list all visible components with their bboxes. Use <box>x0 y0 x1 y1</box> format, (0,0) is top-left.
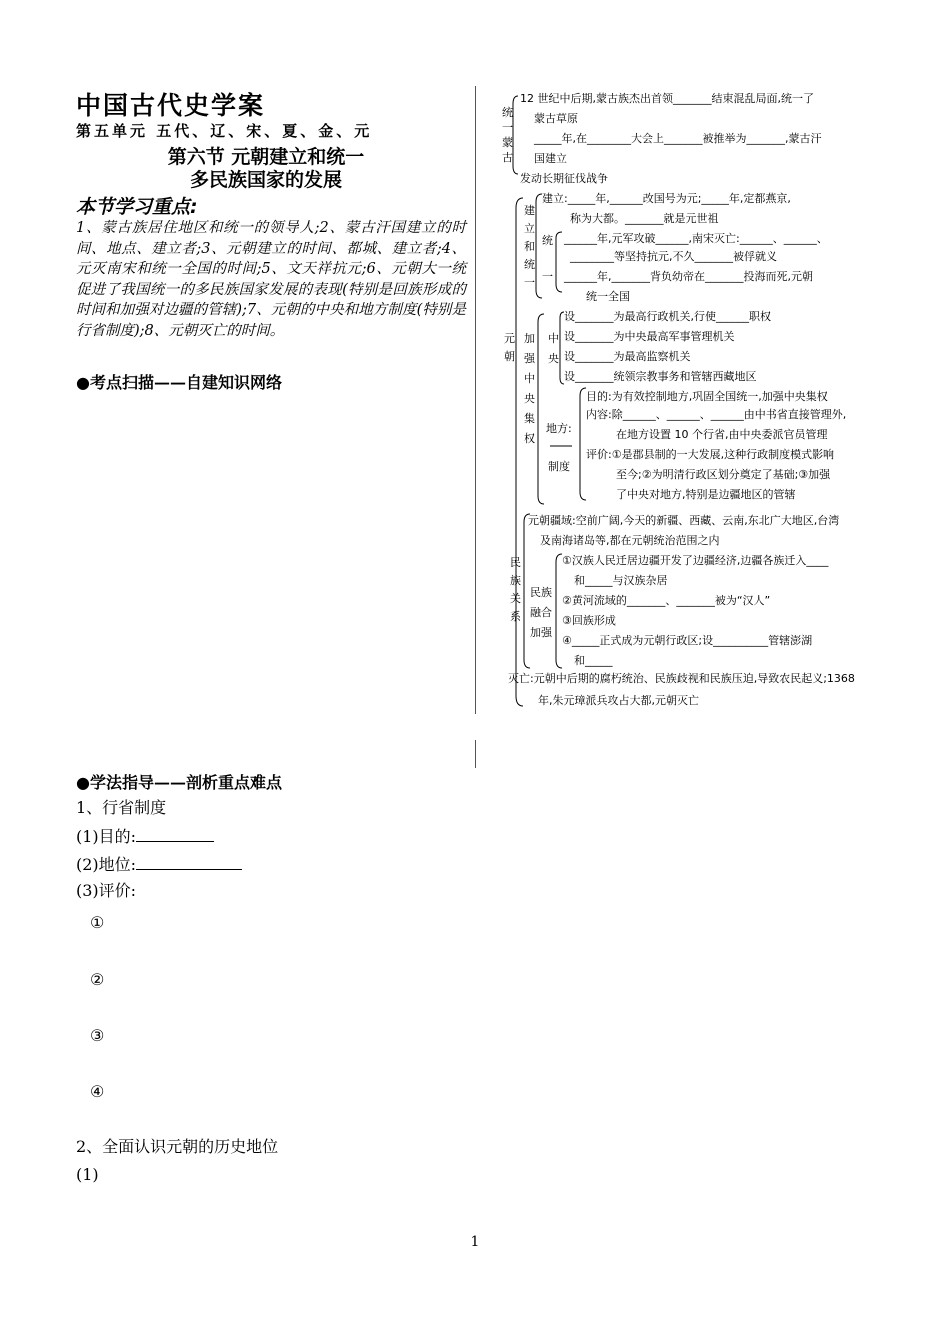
svg-text:央: 央 <box>524 392 535 405</box>
scan-heading: ●考点扫描——自建知识网络 <box>76 373 282 392</box>
diagram-brace-local <box>580 388 586 500</box>
svg-text:一: 一 <box>502 121 513 134</box>
column-divider <box>475 86 476 714</box>
svg-text:权: 权 <box>524 432 535 445</box>
establish-line: 称为大都。_______就是元世祖 <box>570 212 719 225</box>
establish-line: ______年,_______背负幼帝在_______投海而死,元朝 <box>564 270 813 283</box>
svg-text:统: 统 <box>524 258 535 271</box>
fusion-line: ②黄河流域的_______、_______被为“汉人” <box>562 594 771 607</box>
central-sub-local2: 制度 <box>548 460 570 473</box>
establish-sub-label-1: 统 <box>542 234 553 247</box>
svg-text:统: 统 <box>502 106 513 119</box>
establish-line: ________等坚持抗元,不久_______被俘就义 <box>570 250 777 263</box>
svg-text:族: 族 <box>510 574 521 587</box>
eval-mark: ① <box>90 913 105 932</box>
ethnic-line: 及南海诸岛等,都在元朝统治范围之内 <box>540 534 720 547</box>
method-item1-c: (3)评价: <box>76 881 137 900</box>
page-number: 1 <box>470 1234 480 1250</box>
focus-body: 1、蒙古族居住地区和统一的领导人;2、蒙古汗国建立的时间、地点、建立者;3、元朝建立的时间、都城、建立者;4、元灭南宋和统一全国的时间;5、文天祥抗元;6、元朝大一统促进了我国统一的多民族国家发展的表现(特别是回族形成的时间和加强对边疆的管辖);7、元朝的中央和地方制度(特别是行省制度);8、元朝灭亡的时间。 <box>76 220 466 339</box>
svg-text:关: 关 <box>510 592 521 605</box>
fusion-line: ③回族形成 <box>562 614 616 627</box>
svg-text:一: 一 <box>524 276 535 289</box>
diagram-main-label-2: 朝 <box>504 350 515 363</box>
method-item1-a-label: (1)目的: <box>76 827 137 846</box>
establish-line: 统一全国 <box>586 290 630 303</box>
central-line: 设_______为中央最高军事管理机关 <box>564 330 735 343</box>
local-line: 评价:①是郡县制的一大发展,这种行政制度模式影响 <box>586 448 835 461</box>
method-item2-a: (1) <box>76 1165 99 1184</box>
unify-line: 国建立 <box>534 152 567 165</box>
diagram-main-label-1: 元 <box>504 332 515 345</box>
method-item1: 1、行省制度 <box>76 798 167 817</box>
main-title: 中国古代史学案 <box>76 91 266 120</box>
central-line: 设_______统领宗教事务和管辖西藏地区 <box>564 370 757 383</box>
unify-line: _____年,在________大会上_______被推举为_______,蒙古汗 <box>534 132 822 145</box>
diagram-brace-central <box>538 314 544 504</box>
svg-text:蒙: 蒙 <box>502 136 513 149</box>
central-sub-center-1: 中 <box>548 332 559 345</box>
eval-mark: ③ <box>90 1026 105 1045</box>
fusion-line: 和_____ <box>574 654 613 667</box>
method-item1-b <box>76 853 242 876</box>
unify-line: 蒙古草原 <box>534 112 578 125</box>
unit-title: 第五单元 五代、辽、宋、夏、金、元 <box>76 122 373 140</box>
diagram-main-brace <box>516 198 523 706</box>
ethnic-line: 元朝疆域:空前广阔,今天的新疆、西藏、云南,东北广大地区,台湾 <box>528 514 840 527</box>
establish-sub-label-2: 一 <box>542 270 553 283</box>
knowledge-network-diagram <box>498 86 888 716</box>
svg-text:和: 和 <box>524 240 535 253</box>
svg-text:立: 立 <box>524 222 535 235</box>
svg-text:民: 民 <box>510 556 521 569</box>
column-divider-lower <box>475 740 476 768</box>
section-title-line1: 第六节 元朝建立和统一 <box>167 146 365 168</box>
unify-line: 发动长期征伐战争 <box>520 172 608 185</box>
fall-line: 年,朱元璋派兵攻占大都,元朝灭亡 <box>538 694 699 707</box>
method-item1-a <box>76 825 214 848</box>
central-sub-local: 地方: <box>546 422 572 435</box>
eval-mark: ② <box>90 970 105 989</box>
svg-text:融合: 融合 <box>530 606 552 619</box>
diagram-establish-label <box>524 203 535 289</box>
diagram-brace-fusion <box>556 554 562 668</box>
central-line: 设_______为最高行政机关,行使______职权 <box>564 310 771 323</box>
fall-line: 灭亡:元朝中后期的腐朽统治、民族歧视和民族压迫,导致农民起义;1368 <box>508 672 855 685</box>
local-line: 了中央对地方,特别是边疆地区的管辖 <box>616 488 796 501</box>
fusion-line: ①汉族人民迁居边疆开发了边疆经济,边疆各族迁入____ <box>562 554 829 567</box>
method-item1-b-label: (2)地位: <box>76 855 137 874</box>
local-line: 内容:除______、______、______由中书省直接管理外, <box>586 408 847 421</box>
svg-text:加强: 加强 <box>530 626 552 639</box>
diagram-brace-unify <box>513 96 518 174</box>
svg-text:加: 加 <box>524 332 535 345</box>
diagram-unify-label <box>502 105 513 164</box>
fusion-line: ④_____正式成为元朝行政区;设__________管辖澎湖 <box>562 634 813 647</box>
answer-blank[interactable] <box>136 825 214 842</box>
central-sub-center-2: 央 <box>548 352 559 365</box>
diagram-central-label <box>524 331 536 445</box>
local-line: 目的:为有效控制地方,巩固全国统一,加强中央集权 <box>586 390 828 403</box>
svg-text:古: 古 <box>502 151 513 164</box>
section-title-line2: 多民族国家的发展 <box>189 169 342 191</box>
eval-mark: ④ <box>90 1082 105 1101</box>
svg-text:中: 中 <box>524 372 535 385</box>
method-item2: 2、全面认识元朝的历史地位 <box>76 1137 279 1156</box>
central-line: 设_______为最高监察机关 <box>564 350 691 363</box>
svg-text:强: 强 <box>524 352 535 365</box>
answer-blank[interactable] <box>136 853 242 870</box>
local-line: 在地方设置 10 个行省,由中央委派官员管理 <box>616 428 828 441</box>
unify-line: 12 世纪中后期,蒙古族杰出首领_______结束混乱局面,统一了 <box>520 92 814 105</box>
establish-line: ______年,元军攻破______,南宋灭亡:______、______、 <box>564 232 828 245</box>
local-line: 至今;②为明清行政区划分奠定了基础;③加强 <box>616 468 831 481</box>
focus-heading: 本节学习重点: <box>76 196 198 218</box>
fusion-line: 和_____与汉族杂居 <box>574 574 668 587</box>
diagram-brace-unify-sub <box>556 232 562 292</box>
svg-text:系: 系 <box>510 610 521 623</box>
svg-text:集: 集 <box>524 412 535 425</box>
diagram-ethnic-sub-label <box>530 586 553 639</box>
svg-text:民族: 民族 <box>530 586 552 599</box>
method-heading: ●学法指导——剖析重点难点 <box>76 773 282 792</box>
svg-text:建: 建 <box>524 204 535 217</box>
establish-line: 建立:_____年,______改国号为元;_____年,定都燕京, <box>542 192 791 205</box>
